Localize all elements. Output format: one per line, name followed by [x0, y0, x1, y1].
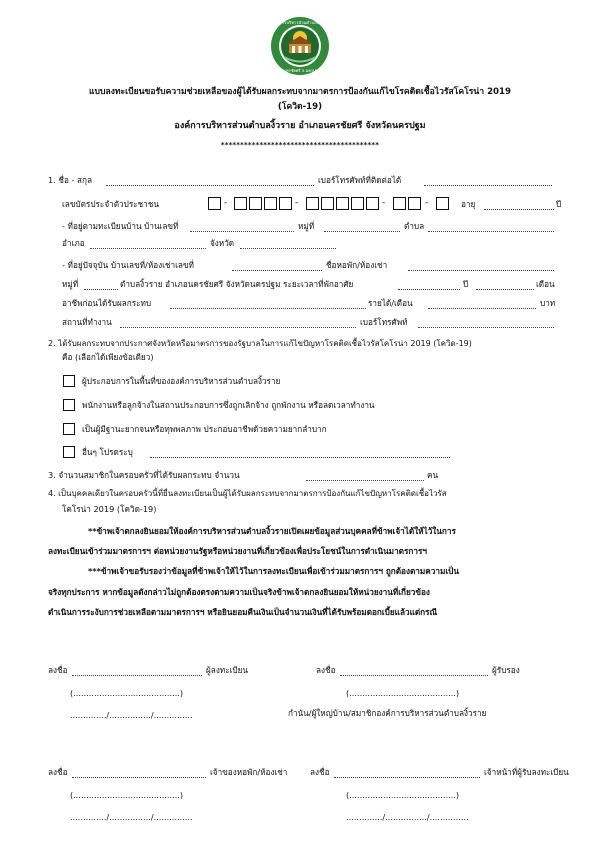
workplace-field[interactable]: [120, 327, 356, 328]
stay-years-unit: ปี: [463, 279, 469, 289]
income-label: รายได้/เดือน: [368, 298, 413, 308]
id-card-label: เลขบัตรประจำตัวประชาชน: [62, 199, 159, 209]
option-checkbox-employee[interactable]: [63, 399, 75, 411]
form-title-line1: แบบลงทะเบียนขอรับความช่วยเหลือของผู้ได้รับผลกระทบจากมาตรการป้องกันแก้ไขโรคติดเชื้อไวรัสโคโรน่า 2019: [88, 87, 511, 97]
income-field[interactable]: [428, 308, 536, 309]
occupation-field[interactable]: [170, 308, 366, 309]
tambon-field[interactable]: [428, 231, 554, 232]
section4-line2: โคโรน่า 2019 (โควิด-19): [62, 504, 157, 514]
family-count-field[interactable]: [306, 480, 424, 481]
certifier-note: กำนัน/ผู้ใหญ่บ้าน/สมาชิกองค์การบริหารส่วนตำบลงิ้วราย: [288, 708, 487, 718]
dorm-name-field[interactable]: [408, 270, 554, 271]
stay-months-unit: เดือน: [536, 279, 555, 289]
officer-date[interactable]: ............../................/...............: [346, 812, 469, 822]
id-box[interactable]: [249, 197, 262, 210]
option-checkbox-operator[interactable]: [63, 375, 75, 387]
option-label-poor: เป็นผู้มีฐานะยากจนหรือทุพพลภาพ ประกอบอาชีพด้วยความยากลำบาก: [82, 424, 327, 434]
tambon-label: ตำบล: [404, 221, 425, 231]
current-address-label: - ที่อยู่ปัจจุบัน บ้านเลขที่/ห้องเช่าเลขที่: [62, 260, 194, 270]
org-logo-emblem: [270, 16, 330, 76]
id-box[interactable]: [321, 197, 334, 210]
person-unit: คน: [427, 470, 439, 480]
option-checkbox-poor[interactable]: [63, 423, 75, 435]
name-label: 1. ชื่อ - สกุล: [48, 175, 93, 185]
id-box[interactable]: [408, 197, 421, 210]
section2-line1: 2. ได้รับผลกระทบจากประกาศจังหวัดหรือมาตรการของรัฐบาลในการแก้ไขปัญหาโรคติดเชื้อไวรัสโคโรน่า 2019 (โควิด-19): [48, 339, 472, 348]
certifier-role: ผู้รับรอง: [492, 665, 520, 675]
org-line: องค์การบริหารส่วนตำบลงิ้วราย อำเภอนครชัยศรี จังหวัดนครปฐม: [174, 121, 426, 131]
id-box[interactable]: [279, 197, 292, 210]
officer-signature-field[interactable]: [334, 777, 480, 778]
consent-p2-line3: ดำเนินการระงับการช่วยเหลือตามมาตรการฯ หรือยินยอมคืนเงินเป็นจำนวนเงินที่ได้รับพร้อมดอกเบี้ยแล้วแต่กรณี: [48, 607, 438, 617]
consent-p1-line2: ลงทะเบียนเข้าร่วมมาตรการฯ ต่อหน่วยงานรัฐหรือหน่วยงานที่เกี่ยวข้องเพื่อประโยชน์ในการดำเนินมาตรการฯ: [48, 546, 427, 556]
option-label-employee: พนักงานหรือลูกจ้างในสถานประกอบการซึ่งถูกเลิกจ้าง ถูกพักงาน หรือลดเวลาทำงาน: [82, 400, 375, 410]
id-box[interactable]: [366, 197, 379, 210]
id-box[interactable]: [306, 197, 319, 210]
certifier-signature-field[interactable]: [340, 675, 488, 676]
age-field[interactable]: [484, 209, 554, 210]
workplace-phone-field[interactable]: [418, 327, 554, 328]
province-field[interactable]: [240, 248, 336, 249]
id-box[interactable]: [351, 197, 364, 210]
consent-p2-line1: ***ข้าพเจ้าขอรับรองว่าข้อมูลที่ข้าพเจ้าให้ไว้ในการลงทะเบียนเพื่อเข้าร่วมมาตรการฯ ถูกต้องตามความเป็น: [88, 566, 459, 576]
consent-p1-line1: **ข้าพเจ้าตกลงยินยอมให้องค์การบริหารส่วนตำบลงิ้วรายเปิดเผยข้อมูลส่วนบุคคลที่ข้าพเจ้าได้ให้ไว้ในการ: [88, 526, 456, 536]
stay-years-field[interactable]: [398, 289, 460, 290]
registered-address-label: - ที่อยู่ตามทะเบียนบ้าน บ้านเลขที่: [62, 221, 179, 231]
id-box[interactable]: [264, 197, 277, 210]
id-box[interactable]: [208, 197, 221, 210]
moo-label: หมู่ที่: [298, 221, 315, 231]
certifier-name-paren[interactable]: (.........................................): [346, 688, 460, 698]
amphoe-field[interactable]: [90, 248, 206, 249]
logo-ring-text-top: องค์การบริหารส่วนตำบลงิ้วราย: [271, 20, 329, 25]
phone-label: เบอร์โทรศัพท์ที่ติดต่อได้: [318, 175, 402, 185]
applicant-name-paren[interactable]: (.........................................): [70, 688, 184, 698]
section2-line2: คือ (เลือกได้เพียงข้อเดียว): [62, 352, 154, 362]
other-specify-field[interactable]: [150, 457, 450, 458]
applicant-role: ผู้ลงทะเบียน: [206, 665, 248, 675]
stay-months-field[interactable]: [476, 289, 534, 290]
current-house-no-field[interactable]: [232, 270, 322, 271]
officer-role: เจ้าหน้าที่ผู้รับลงทะเบียน: [484, 767, 569, 777]
id-box[interactable]: [336, 197, 349, 210]
moo2-field[interactable]: [84, 289, 118, 290]
applicant-signature-field[interactable]: [72, 675, 202, 676]
age-label: อายุ: [461, 199, 476, 209]
owner-name-paren[interactable]: (.........................................): [70, 790, 184, 800]
logo-ring-text-bottom: อ.นครชัยศรี จ.นครปฐม: [279, 68, 321, 73]
workplace-label: สถานที่ทำงาน: [62, 317, 112, 327]
option-label-operator: ผู้ประกอบการในพื้นที่ขององค์การบริหารส่วนตำบลงิ้วราย: [82, 376, 281, 386]
moo-field[interactable]: [324, 231, 400, 232]
id-box[interactable]: [436, 197, 449, 210]
moo2-label: หมู่ที่: [62, 279, 79, 289]
id-box[interactable]: [393, 197, 406, 210]
province-label: จังหวัด: [210, 238, 235, 248]
name-field[interactable]: [106, 185, 314, 186]
location-text: ตำบลงิ้วราย อำเภอนครชัยศรี จังหวัดนครปฐม ระยะเวลาที่พักอาศัย: [120, 279, 354, 289]
dorm-name-label: ชื่อหอพัก/ห้องเช่า: [326, 260, 388, 270]
owner-signature-field[interactable]: [72, 777, 206, 778]
id-box[interactable]: [234, 197, 247, 210]
form-title-line2: (โควิด-19): [277, 102, 323, 112]
consent-p2-line2: จริงทุกประการ หากข้อมูลดังกล่าวไม่ถูกต้องตรงตามความเป็นจริงข้าพเจ้าตกลงยินยอมให้หน่วยงานที่เกี่ยวข้อง: [48, 587, 430, 597]
owner-role: เจ้าของหอพัก/ห้องเช่า: [210, 767, 288, 777]
applicant-sign-label: ลงชื่อ: [48, 665, 68, 675]
option-checkbox-other[interactable]: [63, 446, 75, 458]
option-label-other: อื่นๆ โปรดระบุ: [82, 447, 133, 457]
section4-line1: 4. เป็นบุคคลเดียวในครอบครัวนี้ที่ยื่นลงทะเบียนเป็นผู้ได้รับผลกระทบจากมาตรการป้องกันแก้ไขปัญหาโรคติดเชื้อไวรัส: [48, 489, 447, 498]
officer-name-paren[interactable]: (.........................................): [346, 790, 460, 800]
officer-sign-label: ลงชื่อ: [310, 767, 330, 777]
owner-sign-label: ลงชื่อ: [48, 767, 68, 777]
registered-house-no-field[interactable]: [190, 231, 294, 232]
owner-date[interactable]: ............../................/...............: [70, 812, 193, 822]
applicant-date[interactable]: ............../................/...............: [70, 710, 193, 720]
amphoe-label: อำเภอ: [62, 238, 85, 248]
workplace-phone-label: เบอร์โทรศัพท์: [360, 317, 408, 327]
stars-divider: *****************************************: [220, 141, 380, 149]
baht-unit: บาท: [540, 298, 556, 308]
certifier-sign-label: ลงชื่อ: [316, 665, 336, 675]
occupation-label: อาชีพก่อนได้รับผลกระทบ: [62, 298, 152, 308]
phone-field[interactable]: [424, 185, 552, 186]
age-unit: ปี: [556, 199, 562, 209]
registration-form-page: องค์การบริหารส่วนตำบลงิ้วราย อ.นครชัยศรี จ.นครปฐม แบบลงทะเบียนขอรับความช่วยเหลือของผู้ได้รับผลกระทบจากมาตรการป้องกันแก้ไขโรคติดเชื้อไวรัสโคโรน่า 2019 (โควิด-19) องค์การบริหารส่วนตำบลงิ้วราย อำเภอนครชัยศรี จังหวัดนครปฐม ***************************************** 1. ชื่อ - สกุล เบอร์โทรศัพท์ที่ติดต่อได้ เลขบัตรประจำตัวประชาชน - - - - อายุ ปี - ที่อยู่ตามทะเบียนบ้าน บ้านเลขที่ หมู่ที่ ตำบล อำเภอ จังหวัด - ที่อยู่ปัจจุบัน บ้านเลขที่/ห้องเช่าเลขที่ ชื่อหอพัก/ห้องเช่า หมู่ที่ ตำบลงิ้วราย อำเภอนครชัยศรี จังหวัดนครปฐม ระยะเวลาที่พักอาศัย ปี เดือน อาชีพก่อนได้รับผลกระทบ รายได้/เดือน บาท สถานที่ทำงาน เบอร์โทรศัพท์ 2. ได้รับผลกระทบจากประกาศจังหวัดหรือมาตรการของรัฐบาลในการแก้ไขปัญหาโรคติดเชื้อไวรัสโคโรน่า 2019 (โควิด-19) คือ (เลือกได้เพียงข้อเดียว) ผู้ประกอบการในพื้นที่ขององค์การบริหารส่วนตำบลงิ้วราย พนักงานหรือลูกจ้างในสถานประกอบการซึ่งถูกเลิกจ้าง ถูกพักงาน หรือลดเวลาทำงาน เป็นผู้มีฐานะยากจนหรือทุพพลภาพ ประกอบอาชีพด้วยความยากลำบาก อื่นๆ โปรดระบุ 3. จำนวนสมาชิกในครอบครัวที่ได้รับผลกระทบ จำนวน คน 4. เป็นบุคคลเดียวในครอบครัวนี้ที่ยื่นลงทะเบียนเป็นผู้ได้รับผลกระทบจากมาตรการป้องกันแก้ไขปัญหาโรคติดเชื้อไวรัส โคโรน่า 2019 (โควิด-19) **ข้าพเจ้าตกลงยินยอมให้องค์การบริหารส่วนตำบลงิ้วรายเปิดเผยข้อมูลส่วนบุคคลที่ข้าพเจ้าได้ให้ไว้ในการ ลงทะเบียนเข้าร่วมมาตรการฯ ต่อหน่วยงานรัฐหรือหน่วยงานที่เกี่ยวข้องเพื่อประโยชน์ในการดำเนินมาตรการฯ ***ข้าพเจ้าขอรับรองว่าข้อมูลที่ข้าพเจ้าให้ไว้ในการลงทะเบียนเพื่อเข้าร่วมมาตรการฯ ถูกต้องตามความเป็น จริงทุกประการ หากข้อมูลดังกล่าวไม่ถูกต้องตรงตามความเป็นจริงข้าพเจ้าตกลงยินยอมให้หน่วยงานที่เกี่ยวข้อง ดำเนินการระงับการช่วยเหลือตามมาตรการฯ หรือยินยอมคืนเงินเป็นจำนวนเงินที่ได้รับพร้อมดอกเบี้ยแล้วแต่กรณี ลงชื่อ ผู้ลงทะเบียน (.........................................) ............../................/............... ลงชื่อ ผู้รับรอง (.........................................) กำนัน/ผู้ใหญ่บ้าน/สมาชิกองค์การบริหารส่วนตำบลงิ้วราย ลงชื่อ เจ้าของหอพัก/ห้องเช่า (.........................................) ............../................/............... ลงชื่อ เจ้าหน้าที่ผู้รับลงทะเบียน (.........................................) ............../................/...............: [0, 0, 600, 848]
section3-label: 3. จำนวนสมาชิกในครอบครัวที่ได้รับผลกระทบ จำนวน: [48, 470, 240, 480]
